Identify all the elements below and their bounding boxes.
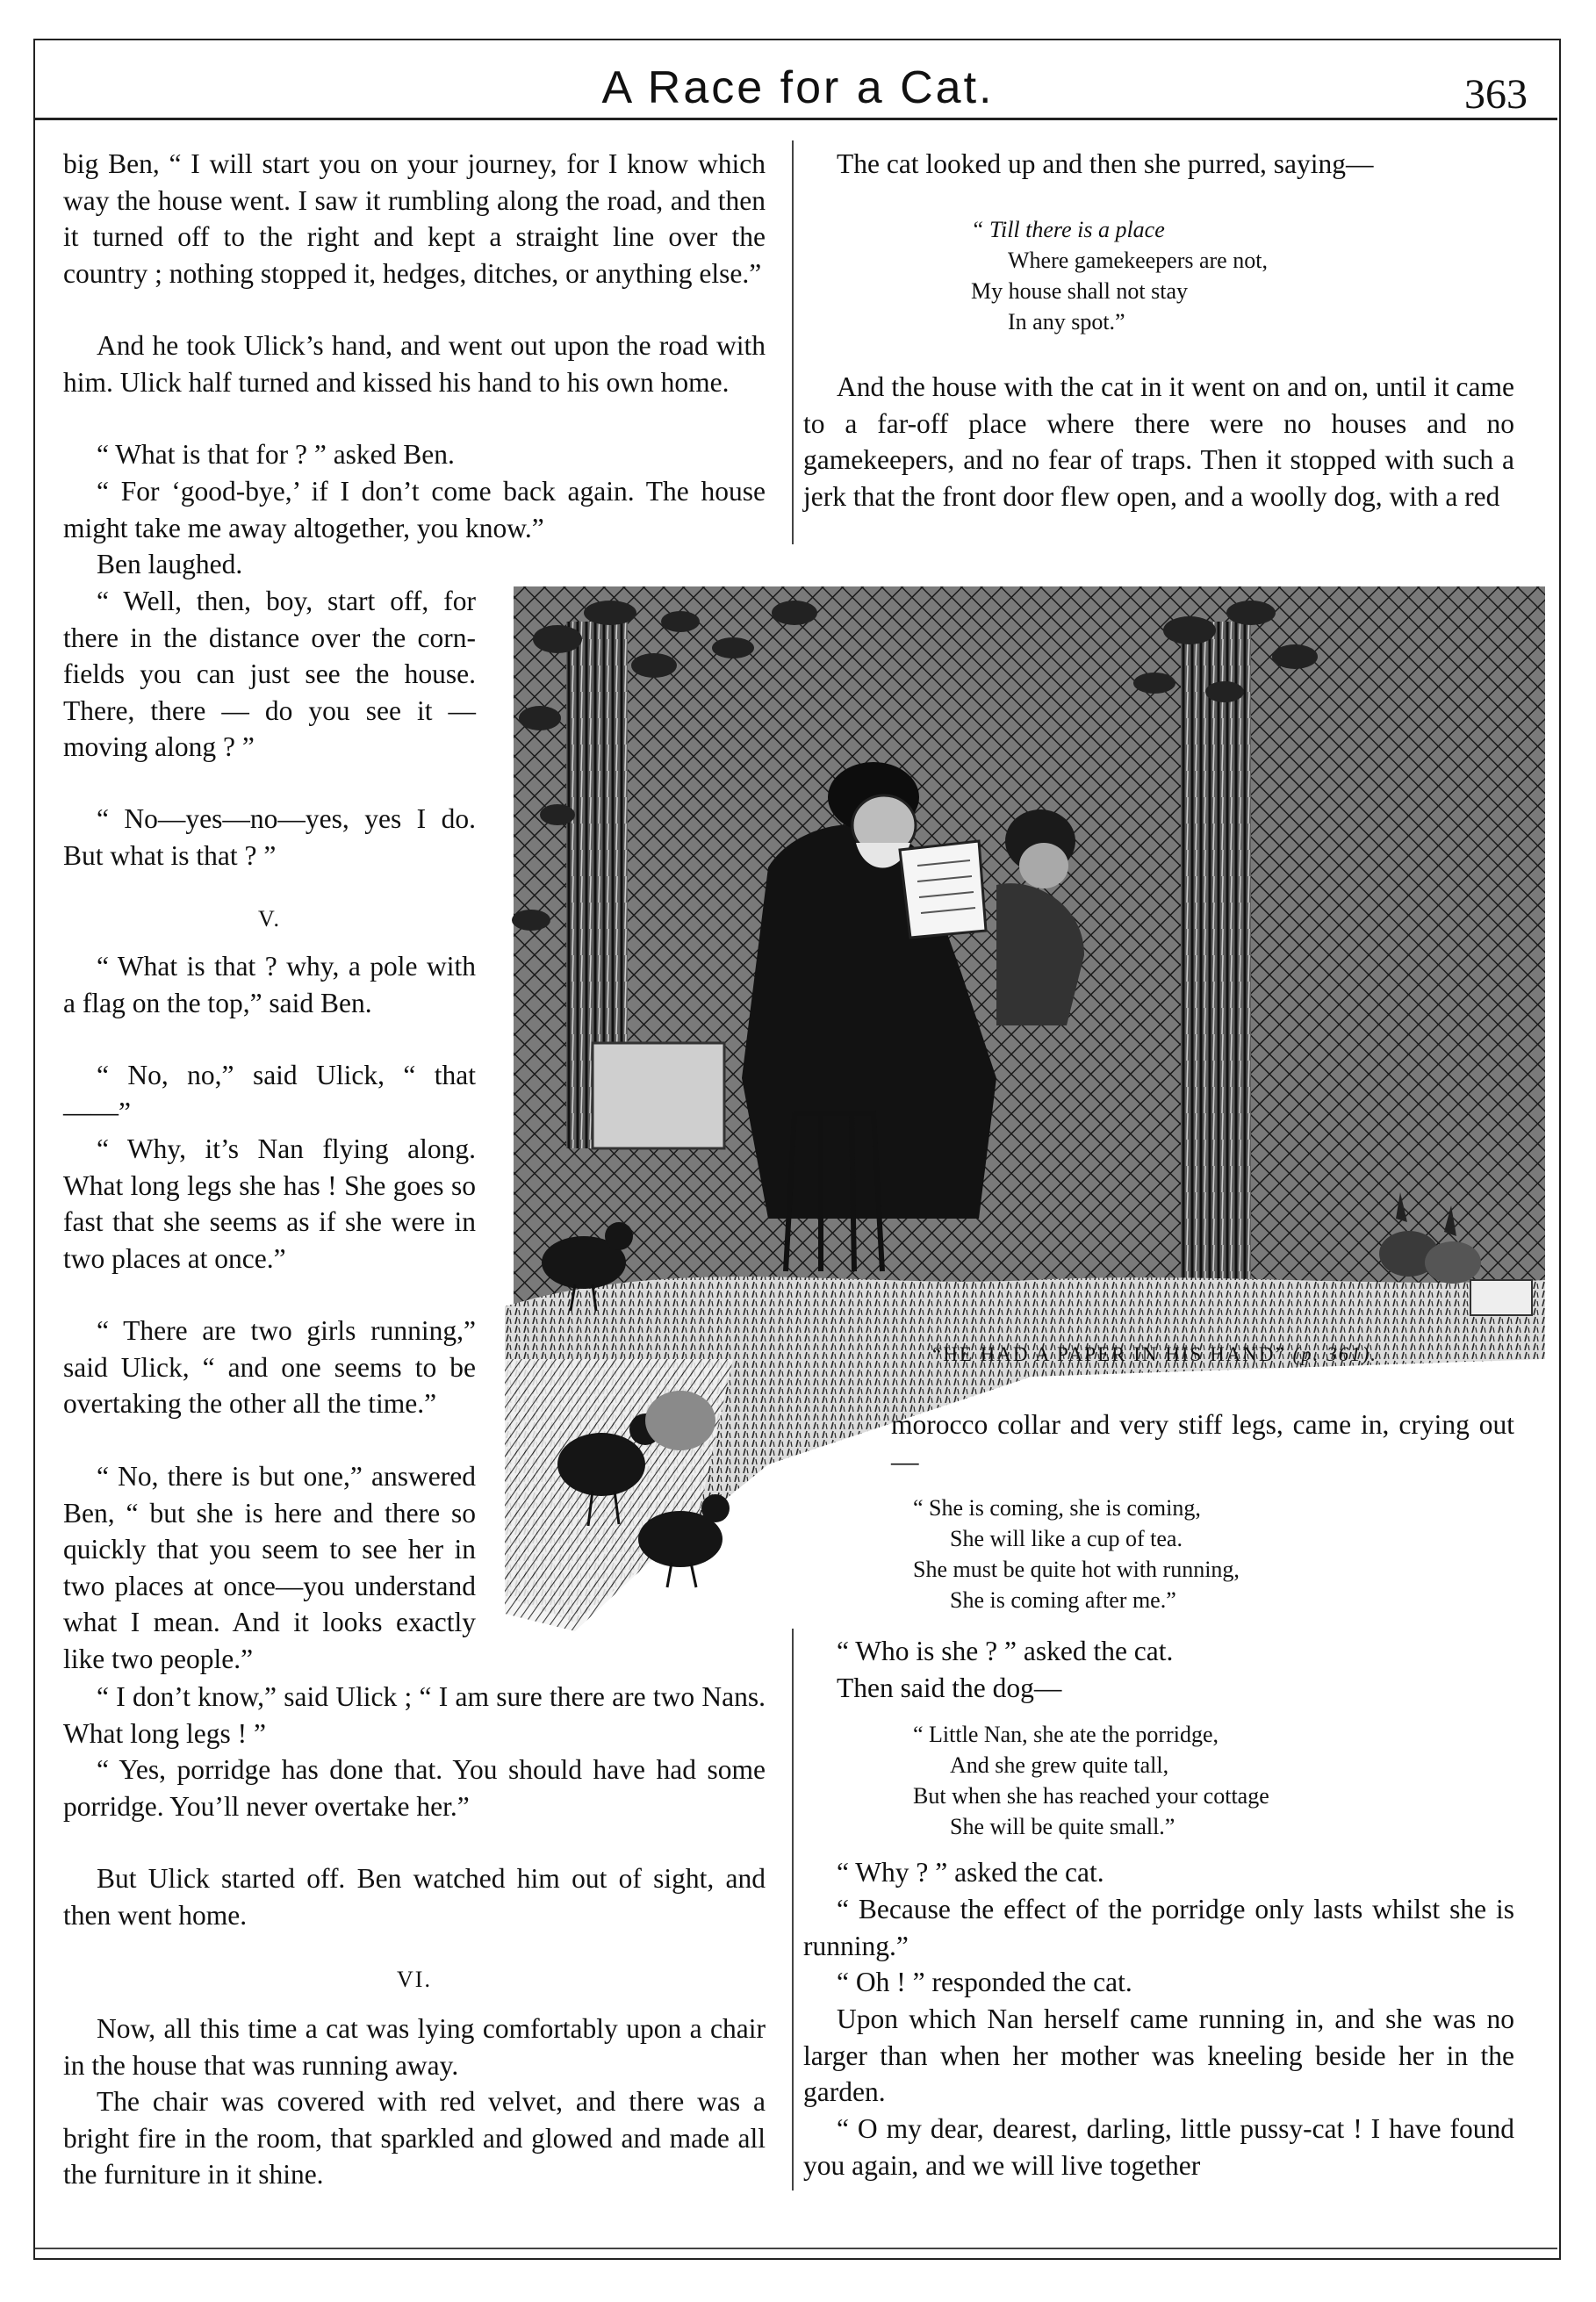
caption-page-ref: (p. 361). xyxy=(1292,1343,1378,1365)
right-paragraph: “ Because the effect of the porridge only lasts whilst she is running.” xyxy=(803,1894,1514,1961)
left-paragraph: The chair was covered with red velvet, and there was a bright fire in the room, that sparkled and glowed and made all the furniture in it shine. xyxy=(63,2086,766,2190)
left-paragraph: Ben laughed. xyxy=(97,549,243,579)
right-paragraph: And the house with the cat in it went on and on, until it came to a far-off place where there were no houses and no gamekeepers, and no fear of traps. Then it stopped with such a jerk that the front door flew open, and a woolly dog, with a red xyxy=(803,371,1514,512)
verse-line: In any spot.” xyxy=(1008,309,1125,335)
right-paragraph: “ Why ? ” asked the cat. xyxy=(837,1857,1104,1888)
verse-line: She will be quite small.” xyxy=(950,1814,1175,1839)
left-paragraph: And he took Ulick’s hand, and went out upon the road with him. Ulick half turned and kissed his hand to his own home. xyxy=(63,330,766,398)
header-rule xyxy=(35,118,1557,120)
left-paragraph: “ Yes, porridge has done that. You should have had some porridge. You’ll never overtake her.” xyxy=(63,1754,766,1822)
left-paragraph: “ Why, it’s Nan flying along. What long legs she has ! She goes so fast that she seems as if she were in two places at once.” xyxy=(63,1133,476,1274)
right-paragraph: The cat looked up and then she purred, saying— xyxy=(837,148,1374,179)
left-paragraph: “ No, there is but one,” answered Ben, “ but she is here and there so quickly that you seem to see her in two places at once—you understand what I mean. And it looks exactly like two people.” xyxy=(63,1461,476,1674)
left-paragraph: “ No, no,” said Ulick, “ that ——” xyxy=(63,1060,476,1127)
caption-text: “HE HAD A PAPER IN HIS HAND” xyxy=(932,1343,1286,1365)
verse-line: She is coming after me.” xyxy=(950,1587,1176,1613)
verse-line: She will like a cup of tea. xyxy=(950,1526,1183,1551)
right-paragraph: morocco collar and very stiff legs, came in, crying out— xyxy=(891,1409,1514,1477)
verse-line: My house shall not stay xyxy=(971,278,1188,304)
section-heading-v: V. xyxy=(258,906,281,932)
footer-rule xyxy=(35,2248,1557,2249)
left-paragraph: “ What is that ? why, a pole with a flag on the top,” said Ben. xyxy=(63,951,476,1018)
right-paragraph: Upon which Nan herself came running in, and she was no larger than when her mother was kneeling beside her in the garden. xyxy=(803,2003,1514,2107)
left-paragraph: “ I don’t know,” said Ulick ; “ I am sure there are two Nans. What long legs ! ” xyxy=(63,1681,766,1749)
right-paragraph: “ Oh ! ” responded the cat. xyxy=(837,1967,1132,1997)
engraving-illustration xyxy=(505,586,1545,1640)
left-paragraph: big Ben, “ I will start you on your journey, for I know which way the house went. I saw it rumbling along the road, and then it turned off to the right and kept a straight line over the country ; nothing stopped it, hedges, ditches, or anything else.” xyxy=(63,148,766,289)
section-heading-vi: VI. xyxy=(397,1967,432,1992)
verse-line: But when she has reached your cottage xyxy=(913,1783,1269,1809)
running-title: A Race for a Cat. xyxy=(601,62,995,113)
column-divider-lower xyxy=(792,1629,794,2190)
left-paragraph: But Ulick started off. Ben watched him out of sight, and then went home. xyxy=(63,1863,766,1931)
right-paragraph: “ Who is she ? ” asked the cat. xyxy=(837,1636,1174,1666)
verse-line: “ Little Nan, she ate the porridge, xyxy=(913,1722,1219,1747)
right-paragraph: “ O my dear, dearest, darling, little pussy-cat ! I have found you again, and we will live together xyxy=(803,2113,1514,2181)
left-paragraph: “ For ‘good-bye,’ if I don’t come back again. The house might take me away altogether, you know.” xyxy=(63,476,766,543)
left-paragraph: “ Well, then, boy, start off, for there in the distance over the corn-fields you can just see the house. There, there — do you see it — moving along ? ” xyxy=(63,586,476,762)
right-paragraph: Then said the dog— xyxy=(837,1673,1062,1703)
page-number: 363 xyxy=(1464,71,1528,118)
verse-nan xyxy=(913,1719,1440,1842)
verse-line: “ Till there is a place xyxy=(971,217,1165,242)
verse-line: Where gamekeepers are not, xyxy=(1008,248,1268,273)
illustration-caption xyxy=(932,1342,1512,1368)
left-paragraph: “ What is that for ? ” asked Ben. xyxy=(97,439,455,470)
column-divider xyxy=(792,140,794,544)
verse-dog xyxy=(913,1493,1422,1615)
left-paragraph: “ There are two girls running,” said Ulick, “ and one seems to be overtaking the other all the time.” xyxy=(63,1315,476,1419)
verse-line: And she grew quite tall, xyxy=(950,1752,1169,1778)
left-paragraph: Now, all this time a cat was lying comfortably upon a chair in the house that was running away. xyxy=(63,2013,766,2081)
verse-cat xyxy=(971,214,1463,337)
left-paragraph: “ No—yes—no—yes, yes I do. But what is that ? ” xyxy=(63,803,476,871)
verse-line: She must be quite hot with running, xyxy=(913,1557,1240,1582)
verse-line: “ She is coming, she is coming, xyxy=(913,1495,1201,1521)
